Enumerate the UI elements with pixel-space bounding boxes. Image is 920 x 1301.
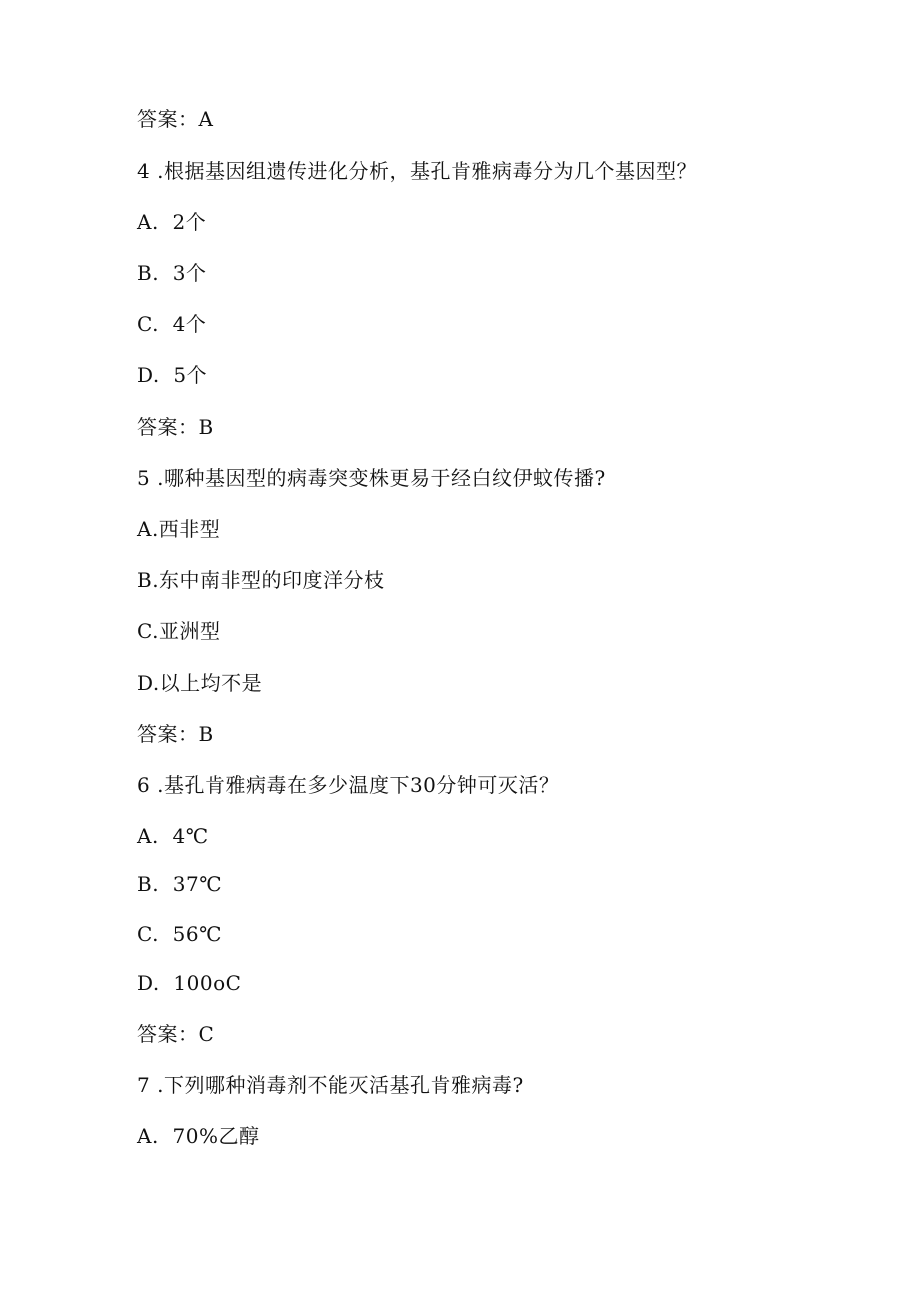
answer-line: 答案：C — [137, 1022, 215, 1046]
option-b: B.东中南非型的印度洋分枝 — [137, 568, 385, 592]
answer-line: 答案：A — [137, 107, 214, 131]
option-a: A. 2个 — [137, 210, 207, 234]
option-a: A. 70%乙醇 — [137, 1124, 260, 1148]
option-d: D. 5个 — [137, 363, 208, 387]
option-b: B. 37℃ — [137, 872, 223, 896]
question-7: 7 .下列哪种消毒剂不能灭活基孔肯雅病毒? — [137, 1073, 524, 1097]
answer-line: 答案：B — [137, 722, 214, 746]
option-c: C.亚洲型 — [137, 619, 221, 643]
question-4: 4 .根据基因组遗传进化分析，基孔肯雅病毒分为几个基因型？ — [137, 159, 697, 183]
option-c: C. 4个 — [137, 312, 207, 336]
option-a: A. 4℃ — [137, 824, 209, 848]
answer-line: 答案：B — [137, 415, 214, 439]
option-a: A.西非型 — [137, 517, 221, 541]
option-b: B. 3个 — [137, 261, 207, 285]
question-5: 5 .哪种基因型的病毒突变株更易于经白纹伊蚊传播? — [137, 466, 606, 490]
option-d: D. 100oC — [137, 971, 242, 995]
question-6: 6 .基孔肯雅病毒在多少温度下30分钟可灭活？ — [137, 773, 560, 797]
option-c: C. 56℃ — [137, 922, 222, 946]
option-d: D.以上均不是 — [137, 671, 263, 695]
